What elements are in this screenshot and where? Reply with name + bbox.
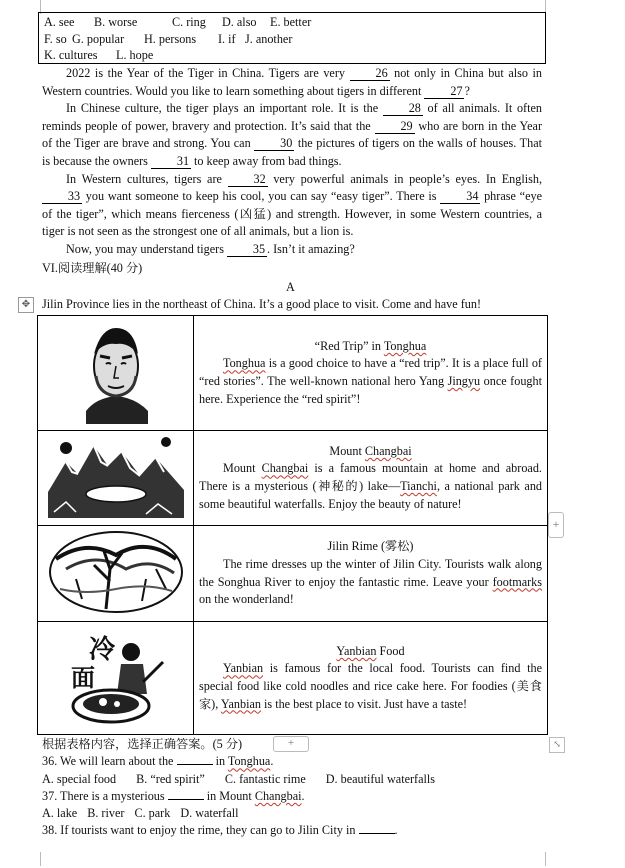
cloze-paragraph (42, 241, 542, 259)
text: footmarks (492, 574, 542, 589)
passage-label: A (286, 280, 295, 294)
page-corner-mark (545, 0, 560, 14)
add-column-button[interactable]: + (548, 512, 564, 538)
text: very powerful animals in people’s eyes. In English, (267, 171, 542, 186)
answer-blank (168, 799, 204, 800)
question-36 (42, 753, 542, 770)
text: Tonghua (227, 754, 271, 769)
attraction-text (199, 556, 542, 609)
option: D. also (222, 15, 257, 29)
attraction-title (199, 643, 542, 661)
option: K. cultures (44, 48, 98, 62)
question-38 (42, 822, 542, 839)
blank-33: 33 (42, 189, 82, 204)
text: ? (464, 83, 470, 98)
text: The rime dresses up the winter of Jilin City. Tourists walk along the Songhua River to enjoy the fantastic rime. Leave your (199, 556, 542, 589)
text: once fought here. Experience the “red spirit”! (199, 374, 542, 406)
text: 37. There is a mysterious (42, 788, 168, 803)
text: Food (376, 643, 405, 658)
instruction: 根据表格内容，选择正确答案。(5 分) (42, 737, 243, 751)
option: D. waterfall (180, 806, 239, 821)
text: is famous for the local food. Tourists can find the special food like cold noodles and rice cake here. For foodies (美食家), (199, 661, 542, 711)
text: in Mount (203, 788, 255, 803)
option: H. persons (144, 31, 197, 46)
text: is a good choice to have a “red trip”. It is a place full of “red stories”. The well-known national hero Yang (199, 356, 542, 388)
text: Changbai (364, 443, 412, 458)
text: of all animals. It often reminds people of power, bravery and protection. It’s said that the (42, 101, 542, 133)
options-row (44, 31, 540, 48)
option: D. beautiful waterfalls (325, 771, 436, 786)
question-36-options (42, 771, 542, 788)
text: Yanbian (220, 696, 261, 711)
attraction-title: Jilin Rime (雾松) (327, 539, 414, 554)
question-37-options (42, 805, 542, 822)
blank-31: 31 (151, 154, 191, 169)
portrait-icon (38, 316, 194, 431)
attractions-table (37, 315, 548, 735)
text: is the best place to visit. Just have a taste! (260, 696, 468, 711)
option: A. lake (42, 806, 78, 821)
attraction-description (194, 431, 548, 526)
question-37 (42, 788, 542, 805)
attraction-text (199, 355, 542, 408)
text: 2022 is the Year of the Tiger in China. Tigers are very (66, 66, 350, 80)
text: who are born in the Year of the Tiger are brave and strong. You can (42, 118, 542, 151)
blank-27: 27 (424, 84, 464, 99)
text: in (212, 754, 228, 769)
option: B. worse (94, 15, 138, 29)
cloze-passage (42, 65, 542, 259)
svg-text:面: 面 (70, 663, 95, 692)
option: I. if (218, 31, 236, 46)
text: Changbai (261, 461, 309, 476)
table-row (38, 526, 548, 622)
svg-text:冷: 冷 (88, 635, 115, 665)
page-corner-mark (26, 852, 41, 866)
blank-28: 28 (383, 101, 423, 116)
attraction-description (194, 622, 548, 735)
option: B. river (87, 806, 125, 821)
text: . (394, 823, 398, 838)
blank-30: 30 (254, 136, 294, 151)
answer-blank (359, 833, 395, 834)
text: Jingyu (447, 374, 481, 388)
cloze-paragraph (42, 100, 542, 170)
questions (42, 736, 542, 840)
option: G. popular (72, 31, 125, 46)
page-corner-mark (545, 852, 560, 866)
blank-29: 29 (375, 119, 415, 134)
option: B. “red spirit” (136, 771, 205, 786)
table-row (38, 316, 548, 431)
option: C. ring (172, 15, 206, 29)
option: A. special food (42, 771, 117, 786)
text: is a famous mountain at home and abroad. There is a mysterious (神秘的) lake— (199, 461, 542, 493)
option: F. so (44, 31, 67, 46)
text: Mount (329, 443, 365, 458)
attraction-text (199, 460, 542, 513)
text: “Red Trip” in (314, 338, 384, 353)
attraction-description (194, 316, 548, 431)
options-row (44, 14, 540, 31)
text: Tonghua (223, 356, 266, 371)
food-icon (38, 622, 194, 735)
text: you want someone to keep his cool, you can say “easy tiger”. There is (82, 189, 441, 204)
text: Now, you may understand tigers (66, 241, 228, 256)
table-row (38, 431, 548, 526)
option: C. park (134, 806, 171, 821)
text: the pictures of tigers on the walls of houses. That is because the owners (42, 136, 542, 168)
table-row (38, 622, 548, 735)
rime-tree-icon (38, 526, 194, 622)
passage-intro: Jilin Province lies in the northeast of China. It’s a good place to visit. Come and have fun! (42, 297, 481, 311)
text: In Western cultures, tigers are (66, 171, 228, 186)
text: 36. We will learn about the (42, 754, 177, 769)
add-row-button[interactable]: + (273, 736, 309, 752)
text: 38. If tourists want to enjoy the rime, they can go to Jilin City in (42, 823, 359, 838)
option: E. better (270, 15, 312, 29)
text: not only in China but also in Western countries. Would you like to learn something about tigers in different (42, 66, 542, 98)
answer-blank (177, 764, 213, 765)
attraction-description (194, 526, 548, 622)
text: . Isn’t it amazing? (267, 241, 355, 256)
blank-26: 26 (350, 66, 390, 81)
option: A. see (44, 15, 75, 29)
text: Mount (223, 461, 262, 476)
text: Yanbian (223, 661, 264, 676)
cloze-paragraph (42, 65, 542, 100)
section-heading: VI.阅读理解(40 分) (42, 261, 143, 275)
text: to keep away from bad things. (190, 153, 342, 168)
text: phrase “eye of the tiger”, which means fierceness (凶猛) and strength. However, in some Western countries, a tiger is not seen as the strongest one of all animals, but a lion is. (42, 189, 542, 239)
text: In Chinese culture, the tiger plays an important role. It is the (66, 101, 383, 116)
resize-handle-icon[interactable]: ⤡ (549, 737, 565, 753)
options-row (44, 47, 540, 64)
blank-35: 35 (227, 242, 267, 257)
attraction-title (199, 338, 542, 356)
attraction-text (199, 660, 542, 713)
text: , a national park and some beautiful waterfalls. Enjoy the beauty of nature! (199, 479, 543, 511)
text: . (301, 788, 305, 803)
text: . (270, 754, 274, 769)
text: Tianchi (400, 479, 437, 493)
option: C. fantastic rime (224, 771, 306, 786)
move-handle-icon[interactable]: ✥ (18, 297, 34, 313)
text: Changbai (254, 788, 302, 803)
cloze-paragraph (42, 171, 542, 241)
word-options-box (38, 12, 546, 64)
attraction-title (199, 443, 542, 461)
blank-32: 32 (228, 172, 268, 187)
option: J. another (245, 31, 293, 46)
text: Tonghua (383, 338, 427, 353)
option: L. hope (116, 48, 154, 62)
blank-34: 34 (440, 189, 480, 204)
text: Yanbian (336, 643, 377, 658)
mountain-icon (38, 431, 194, 526)
text: on the wonderland! (199, 592, 294, 607)
